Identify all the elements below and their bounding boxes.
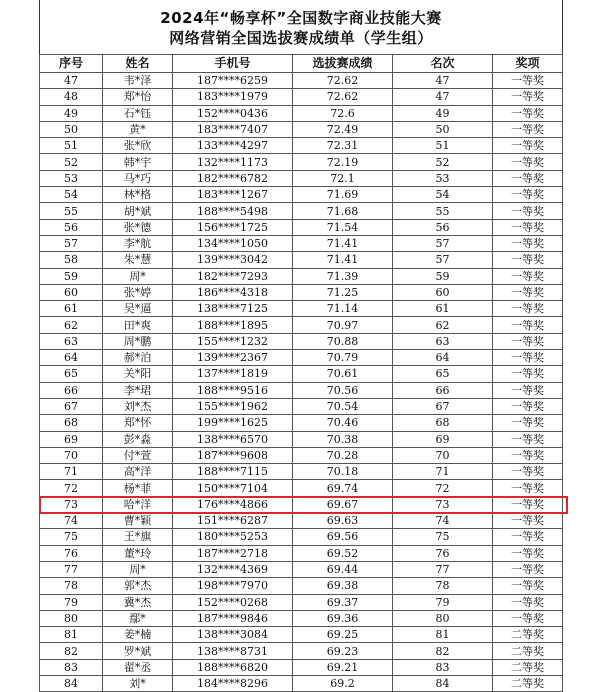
cell-col-rank: 76: [393, 545, 493, 561]
cell-col-index: 80: [40, 610, 103, 626]
cell-col-phone: 188****5498: [173, 203, 293, 219]
cell-col-phone: 182****6782: [173, 170, 293, 186]
cell-col-score: 70.97: [293, 317, 393, 333]
cell-col-score: 70.28: [293, 447, 393, 463]
cell-col-score: 69.56: [293, 529, 393, 545]
cell-col-score: 69.36: [293, 610, 393, 626]
cell-col-name: 胡*斌: [103, 203, 173, 219]
cell-col-score: 70.46: [293, 415, 393, 431]
cell-col-name: 郑*怡: [103, 89, 173, 105]
cell-col-name: 张*婷: [103, 284, 173, 300]
cell-col-phone: 182****7293: [173, 268, 293, 284]
table-row: [40, 170, 563, 186]
cell-col-phone: 139****3042: [173, 252, 293, 268]
cell-col-score: 72.62: [293, 73, 393, 89]
cell-col-phone: 183****1979: [173, 89, 293, 105]
cell-col-name: 郭*杰: [103, 578, 173, 594]
cell-col-name: 李*航: [103, 235, 173, 251]
cell-col-phone: 176****4866: [173, 496, 293, 512]
cell-col-phone: 152****0268: [173, 594, 293, 610]
cell-col-award: 一等奖: [493, 301, 563, 317]
cell-col-name: 张*欣: [103, 138, 173, 154]
cell-col-phone: 188****1895: [173, 317, 293, 333]
table-row: [40, 333, 563, 349]
cell-col-award: 一等奖: [493, 610, 563, 626]
cell-col-score: 69.67: [293, 496, 393, 512]
cell-col-name: 吴*逼: [103, 301, 173, 317]
cell-col-score: 72.6: [293, 105, 393, 121]
cell-col-phone: 188****6820: [173, 659, 293, 675]
cell-col-name: 姜*楠: [103, 627, 173, 643]
cell-col-score: 72.31: [293, 138, 393, 154]
table-row: [40, 382, 563, 398]
cell-col-index: 55: [40, 203, 103, 219]
cell-col-rank: 84: [393, 675, 493, 691]
cell-col-name: 翟*丞: [103, 659, 173, 675]
cell-col-score: 72.19: [293, 154, 393, 170]
cell-col-score: 72.1: [293, 170, 393, 186]
cell-col-index: 81: [40, 627, 103, 643]
table-row: [40, 496, 563, 512]
cell-col-award: 一等奖: [493, 496, 563, 512]
cell-col-index: 51: [40, 138, 103, 154]
cell-col-score: 72.49: [293, 121, 393, 137]
table-row: [40, 138, 563, 154]
cell-col-name: 黄*: [103, 121, 173, 137]
cell-col-name: 韦*泽: [103, 73, 173, 89]
cell-col-index: 69: [40, 431, 103, 447]
cell-col-phone: 138****3084: [173, 627, 293, 643]
cell-col-index: 53: [40, 170, 103, 186]
cell-col-phone: 183****1267: [173, 187, 293, 203]
cell-col-name: 王*旗: [103, 529, 173, 545]
table-row: [40, 154, 563, 170]
table-row: [40, 594, 563, 610]
cell-col-score: 69.21: [293, 659, 393, 675]
cell-col-name: 刘*杰: [103, 398, 173, 414]
cell-col-award: 一等奖: [493, 398, 563, 414]
cell-col-rank: 61: [393, 301, 493, 317]
cell-col-name: 彭*淼: [103, 431, 173, 447]
cell-col-score: 70.54: [293, 398, 393, 414]
cell-col-name: 张*德: [103, 219, 173, 235]
cell-col-index: 70: [40, 447, 103, 463]
cell-col-phone: 155****1962: [173, 398, 293, 414]
cell-col-award: 一等奖: [493, 73, 563, 89]
cell-col-rank: 51: [393, 138, 493, 154]
table-row: [40, 513, 563, 529]
cell-col-phone: 138****7125: [173, 301, 293, 317]
cell-col-score: 71.14: [293, 301, 393, 317]
table-row: [40, 105, 563, 121]
cell-col-rank: 83: [393, 659, 493, 675]
cell-col-phone: 152****0436: [173, 105, 293, 121]
cell-col-award: 一等奖: [493, 154, 563, 170]
table-row: [40, 301, 563, 317]
cell-col-index: 60: [40, 284, 103, 300]
cell-col-award: 一等奖: [493, 333, 563, 349]
cell-col-award: 一等奖: [493, 284, 563, 300]
cell-col-rank: 71: [393, 464, 493, 480]
cell-col-award: 一等奖: [493, 252, 563, 268]
cell-col-name: 周*: [103, 268, 173, 284]
cell-col-index: 54: [40, 187, 103, 203]
cell-col-phone: 155****1232: [173, 333, 293, 349]
page-title: 2024年“畅享杯”全国数字商业技能大赛: [160, 9, 442, 27]
cell-col-award: 二等奖: [493, 627, 563, 643]
cell-col-rank: 49: [393, 105, 493, 121]
cell-col-rank: 66: [393, 382, 493, 398]
cell-col-phone: 133****4297: [173, 138, 293, 154]
cell-col-score: 69.63: [293, 513, 393, 529]
cell-col-name: 鄢*: [103, 610, 173, 626]
table-row: [40, 366, 563, 382]
cell-col-index: 52: [40, 154, 103, 170]
cell-col-rank: 68: [393, 415, 493, 431]
cell-col-name: 关*阳: [103, 366, 173, 382]
cell-col-score: 71.41: [293, 235, 393, 251]
cell-col-index: 84: [40, 675, 103, 691]
cell-col-rank: 62: [393, 317, 493, 333]
page-subtitle: 网络营销全国选拔赛成绩单（学生组）: [169, 29, 433, 47]
cell-col-award: 一等奖: [493, 480, 563, 496]
cell-col-index: 73: [40, 496, 103, 512]
table-row: [40, 578, 563, 594]
cell-col-name: 董*玲: [103, 545, 173, 561]
cell-col-award: 一等奖: [493, 170, 563, 186]
cell-col-award: 一等奖: [493, 513, 563, 529]
cell-col-score: 69.25: [293, 627, 393, 643]
cell-col-name: 付*萱: [103, 447, 173, 463]
cell-col-phone: 156****1725: [173, 219, 293, 235]
cell-col-award: 二等奖: [493, 675, 563, 691]
cell-col-award: 二等奖: [493, 659, 563, 675]
cell-col-award: 一等奖: [493, 366, 563, 382]
cell-col-index: 57: [40, 235, 103, 251]
cell-col-award: 二等奖: [493, 643, 563, 659]
cell-col-name: 朱*慧: [103, 252, 173, 268]
cell-col-rank: 65: [393, 366, 493, 382]
cell-col-award: 一等奖: [493, 105, 563, 121]
cell-col-phone: 132****1173: [173, 154, 293, 170]
cell-col-name: 刘*: [103, 675, 173, 691]
cell-col-rank: 53: [393, 170, 493, 186]
table-row: [40, 561, 563, 577]
cell-col-name: 冀*杰: [103, 594, 173, 610]
cell-col-award: 一等奖: [493, 235, 563, 251]
cell-col-name: 哈*洋: [103, 496, 173, 512]
cell-col-index: 65: [40, 366, 103, 382]
table-row: [40, 529, 563, 545]
cell-col-phone: 138****6570: [173, 431, 293, 447]
cell-col-rank: 57: [393, 252, 493, 268]
cell-col-award: 一等奖: [493, 431, 563, 447]
cell-col-phone: 186****4318: [173, 284, 293, 300]
header-col-score: 选拔赛成绩: [293, 55, 393, 73]
cell-col-index: 49: [40, 105, 103, 121]
cell-col-award: 一等奖: [493, 545, 563, 561]
cell-col-rank: 59: [393, 268, 493, 284]
table-row: [40, 627, 563, 643]
cell-col-index: 64: [40, 350, 103, 366]
table-row: [40, 252, 563, 268]
cell-col-score: 69.37: [293, 594, 393, 610]
cell-col-name: 马*巧: [103, 170, 173, 186]
cell-col-rank: 72: [393, 480, 493, 496]
cell-col-phone: 188****9516: [173, 382, 293, 398]
cell-col-index: 77: [40, 561, 103, 577]
table-row: [40, 447, 563, 463]
cell-col-index: 76: [40, 545, 103, 561]
cell-col-index: 48: [40, 89, 103, 105]
cell-col-index: 82: [40, 643, 103, 659]
cell-col-phone: 188****7115: [173, 464, 293, 480]
cell-col-score: 69.2: [293, 675, 393, 691]
table-body: [40, 73, 563, 692]
table-row: [40, 659, 563, 675]
table-row: [40, 284, 563, 300]
cell-col-award: 一等奖: [493, 219, 563, 235]
cell-col-rank: 60: [393, 284, 493, 300]
cell-col-rank: 64: [393, 350, 493, 366]
cell-col-index: 83: [40, 659, 103, 675]
cell-col-index: 72: [40, 480, 103, 496]
cell-col-rank: 77: [393, 561, 493, 577]
cell-col-rank: 78: [393, 578, 493, 594]
cell-col-rank: 81: [393, 627, 493, 643]
cell-col-name: 周*鹏: [103, 333, 173, 349]
cell-col-phone: 183****7407: [173, 121, 293, 137]
cell-col-award: 一等奖: [493, 317, 563, 333]
cell-col-rank: 74: [393, 513, 493, 529]
table-row: [40, 350, 563, 366]
table-row: [40, 187, 563, 203]
cell-col-phone: 151****6287: [173, 513, 293, 529]
cell-col-score: 69.38: [293, 578, 393, 594]
table-row: [40, 415, 563, 431]
cell-col-score: 72.62: [293, 89, 393, 105]
cell-col-phone: 184****8296: [173, 675, 293, 691]
title-block: [39, 0, 563, 54]
cell-col-phone: 187****9608: [173, 447, 293, 463]
cell-col-rank: 75: [393, 529, 493, 545]
cell-col-phone: 139****2367: [173, 350, 293, 366]
cell-col-score: 71.41: [293, 252, 393, 268]
cell-col-award: 一等奖: [493, 415, 563, 431]
header-col-index: 序号: [40, 55, 103, 73]
cell-col-index: 62: [40, 317, 103, 333]
cell-col-rank: 50: [393, 121, 493, 137]
cell-col-rank: 52: [393, 154, 493, 170]
cell-col-rank: 82: [393, 643, 493, 659]
cell-col-name: 郝*泊: [103, 350, 173, 366]
cell-col-rank: 55: [393, 203, 493, 219]
cell-col-phone: 138****8731: [173, 643, 293, 659]
cell-col-rank: 57: [393, 235, 493, 251]
cell-col-rank: 79: [393, 594, 493, 610]
cell-col-award: 一等奖: [493, 121, 563, 137]
table-row: [40, 203, 563, 219]
cell-col-name: 韩*宇: [103, 154, 173, 170]
cell-col-score: 71.39: [293, 268, 393, 284]
table-row: [40, 675, 563, 691]
cell-col-name: 田*爽: [103, 317, 173, 333]
cell-col-index: 71: [40, 464, 103, 480]
cell-col-index: 74: [40, 513, 103, 529]
header-col-rank: 名次: [393, 55, 493, 73]
cell-col-award: 一等奖: [493, 187, 563, 203]
cell-col-rank: 80: [393, 610, 493, 626]
cell-col-score: 70.38: [293, 431, 393, 447]
cell-col-score: 71.68: [293, 203, 393, 219]
cell-col-score: 71.54: [293, 219, 393, 235]
cell-col-rank: 63: [393, 333, 493, 349]
table-row: [40, 464, 563, 480]
cell-col-score: 69.52: [293, 545, 393, 561]
cell-col-score: 69.74: [293, 480, 393, 496]
cell-col-award: 一等奖: [493, 268, 563, 284]
cell-col-name: 曹*颖: [103, 513, 173, 529]
header-col-award: 奖项: [493, 55, 563, 73]
cell-col-score: 69.23: [293, 643, 393, 659]
cell-col-phone: 180****5253: [173, 529, 293, 545]
cell-col-index: 66: [40, 382, 103, 398]
cell-col-index: 63: [40, 333, 103, 349]
table-row: [40, 89, 563, 105]
table-row: [40, 643, 563, 659]
cell-col-index: 78: [40, 578, 103, 594]
table-header-row: [40, 55, 563, 73]
cell-col-index: 50: [40, 121, 103, 137]
cell-col-award: 一等奖: [493, 578, 563, 594]
cell-col-score: 70.18: [293, 464, 393, 480]
cell-col-award: 一等奖: [493, 138, 563, 154]
cell-col-award: 一等奖: [493, 464, 563, 480]
cell-col-score: 70.88: [293, 333, 393, 349]
cell-col-rank: 47: [393, 89, 493, 105]
cell-col-index: 61: [40, 301, 103, 317]
results-table: [39, 54, 563, 692]
cell-col-index: 75: [40, 529, 103, 545]
table-row: [40, 121, 563, 137]
cell-col-index: 79: [40, 594, 103, 610]
cell-col-score: 70.79: [293, 350, 393, 366]
header-col-phone: 手机号: [173, 55, 293, 73]
cell-col-score: 70.56: [293, 382, 393, 398]
cell-col-award: 一等奖: [493, 594, 563, 610]
cell-col-index: 56: [40, 219, 103, 235]
table-row: [40, 219, 563, 235]
cell-col-name: 林*格: [103, 187, 173, 203]
cell-col-phone: 199****1625: [173, 415, 293, 431]
cell-col-phone: 198****7970: [173, 578, 293, 594]
cell-col-name: 杨*菲: [103, 480, 173, 496]
cell-col-phone: 134****1050: [173, 235, 293, 251]
table-row: [40, 431, 563, 447]
cell-col-phone: 187****2718: [173, 545, 293, 561]
cell-col-name: 李*珺: [103, 382, 173, 398]
cell-col-score: 71.69: [293, 187, 393, 203]
header-col-name: 姓名: [103, 55, 173, 73]
table-row: [40, 480, 563, 496]
cell-col-rank: 54: [393, 187, 493, 203]
cell-col-phone: 187****6259: [173, 73, 293, 89]
cell-col-score: 70.61: [293, 366, 393, 382]
cell-col-award: 一等奖: [493, 382, 563, 398]
table-row: [40, 545, 563, 561]
cell-col-score: 71.25: [293, 284, 393, 300]
cell-col-index: 68: [40, 415, 103, 431]
cell-col-rank: 73: [393, 496, 493, 512]
cell-col-phone: 132****4369: [173, 561, 293, 577]
cell-col-phone: 150****7104: [173, 480, 293, 496]
cell-col-name: 周*: [103, 561, 173, 577]
cell-col-award: 一等奖: [493, 561, 563, 577]
table-row: [40, 235, 563, 251]
cell-col-score: 69.44: [293, 561, 393, 577]
cell-col-award: 一等奖: [493, 529, 563, 545]
cell-col-name: 高*洋: [103, 464, 173, 480]
cell-col-index: 58: [40, 252, 103, 268]
cell-col-name: 郑*怀: [103, 415, 173, 431]
cell-col-phone: 137****1819: [173, 366, 293, 382]
cell-col-rank: 69: [393, 431, 493, 447]
table-row: [40, 268, 563, 284]
table-row: [40, 610, 563, 626]
cell-col-award: 一等奖: [493, 89, 563, 105]
table-row: [40, 398, 563, 414]
cell-col-award: 一等奖: [493, 447, 563, 463]
cell-col-index: 47: [40, 73, 103, 89]
cell-col-name: 罗*斌: [103, 643, 173, 659]
cell-col-phone: 187****9846: [173, 610, 293, 626]
cell-col-index: 59: [40, 268, 103, 284]
cell-col-rank: 56: [393, 219, 493, 235]
cell-col-index: 67: [40, 398, 103, 414]
cell-col-rank: 70: [393, 447, 493, 463]
cell-col-rank: 47: [393, 73, 493, 89]
cell-col-name: 石*钰: [103, 105, 173, 121]
table-row: [40, 317, 563, 333]
cell-col-rank: 67: [393, 398, 493, 414]
cell-col-award: 一等奖: [493, 203, 563, 219]
cell-col-award: 一等奖: [493, 350, 563, 366]
table-row: [40, 73, 563, 89]
